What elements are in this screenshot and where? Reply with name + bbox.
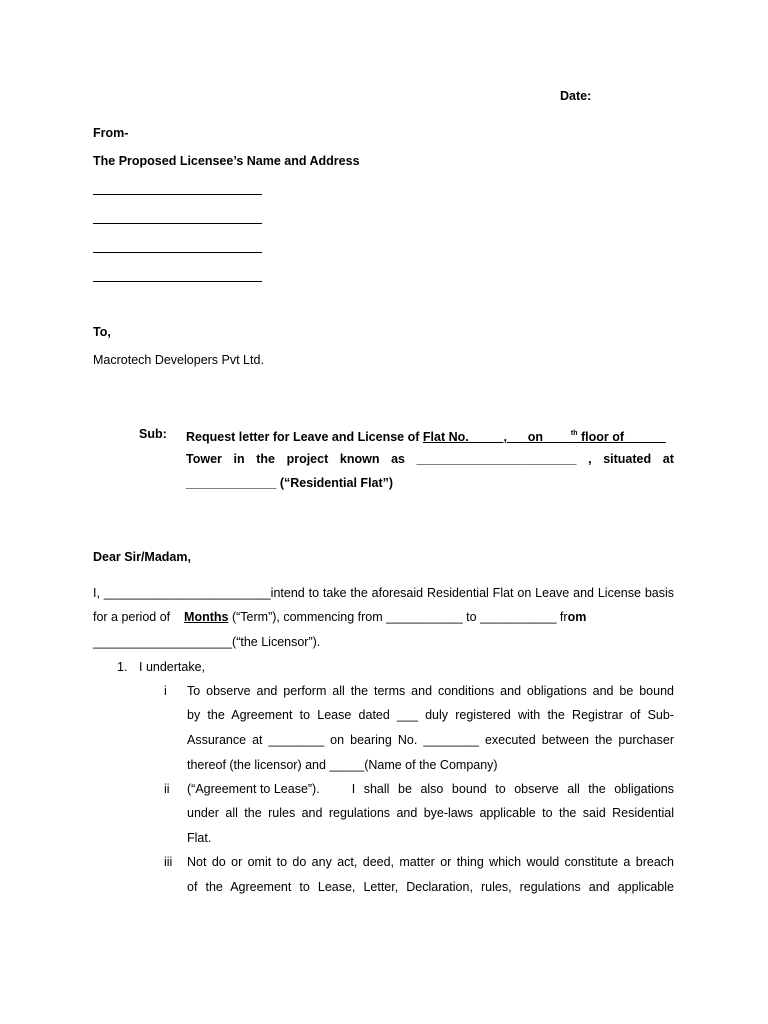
th-superscript: th xyxy=(570,430,578,437)
body-line-term xyxy=(93,609,586,625)
body-line: ____________________(“the Licensor”). xyxy=(93,635,321,649)
floor-blank: ______ xyxy=(624,430,666,444)
date-label: Date: xyxy=(560,89,592,103)
address-blank-line xyxy=(93,223,262,224)
subitem-line: To observe and perform all the terms and conditions and obligations and be bound xyxy=(187,684,674,698)
subject-word: project xyxy=(286,452,329,466)
subitem-line: of the Agreement to Lease, Letter, Declaration, rules, regulations and applicable xyxy=(187,880,674,894)
item-number: 1. xyxy=(117,660,128,674)
subject-flat-no xyxy=(423,430,666,444)
subject-word: , xyxy=(588,452,592,466)
flat-comma: , xyxy=(503,430,507,444)
subject-line-3 xyxy=(186,475,393,491)
subject-prefix: Request letter for Leave and License of xyxy=(186,430,420,444)
subject-word: at xyxy=(662,452,674,466)
item-text: I undertake, xyxy=(139,660,206,674)
subject-line-1 xyxy=(186,426,666,445)
subject-word: situated xyxy=(603,452,652,466)
subject-line-2 xyxy=(186,451,674,467)
months-text: Months xyxy=(184,610,229,624)
project-name-blank: _______________________ xyxy=(416,452,577,466)
to-label: To, xyxy=(93,325,111,339)
addressee-name: Macrotech Developers Pvt Ltd. xyxy=(93,353,264,367)
subitem-line: Not do or omit to do any act, deed, matter or thing which would constitute a breach xyxy=(187,855,674,869)
residential-flat-text: (“Residential Flat”) xyxy=(279,476,394,490)
on-text: on xyxy=(527,430,544,444)
obligations-text: I shall be also bound to observe all the obligations xyxy=(351,782,674,796)
subitem-number: i xyxy=(164,684,167,698)
subitem-line xyxy=(187,781,674,797)
subitem-number: ii xyxy=(164,782,170,796)
salutation: Dear Sir/Madam, xyxy=(93,550,191,564)
location-blank: _____________ xyxy=(186,476,277,490)
subject-word: in xyxy=(233,452,245,466)
subitem-line: Flat. xyxy=(187,831,212,845)
subitem-line: Assurance at ________ on bearing No. ________ executed between the purchaser xyxy=(187,733,674,747)
subitem-line: under all the rules and regulations and bye-laws applicable to the said Residential xyxy=(187,806,674,820)
term-from-bold: om xyxy=(567,610,587,624)
address-blank-line xyxy=(93,281,262,282)
term-middle: (“Term”), commencing from ___________ to ___________ fr xyxy=(231,610,568,624)
address-blank-line xyxy=(93,252,262,253)
licensee-heading: The Proposed Licensee’s Name and Address xyxy=(93,154,360,168)
from-label: From- xyxy=(93,126,129,140)
body-line: I, ________________________intend to take the aforesaid Residential Flat on Leave and License basis xyxy=(93,586,674,600)
term-prefix: for a period of xyxy=(93,610,171,624)
flat-no-text: Flat No. xyxy=(422,430,469,444)
subject-word: Tower xyxy=(186,452,222,466)
subject-word: the xyxy=(256,452,275,466)
floor-text: floor of xyxy=(580,430,625,444)
agreement-to-lease-text: (“Agreement to Lease”). xyxy=(187,782,320,796)
subject-word: known xyxy=(339,452,380,466)
subitem-line: thereof (the licensor) and _____(Name of the Company) xyxy=(187,758,498,772)
subitem-line: by the Agreement to Lease dated ___ duly registered with the Registrar of Sub- xyxy=(187,708,674,722)
subject-word: as xyxy=(391,452,405,466)
subject-label: Sub: xyxy=(139,427,167,441)
address-blank-line xyxy=(93,194,262,195)
subitem-number: iii xyxy=(164,855,173,869)
